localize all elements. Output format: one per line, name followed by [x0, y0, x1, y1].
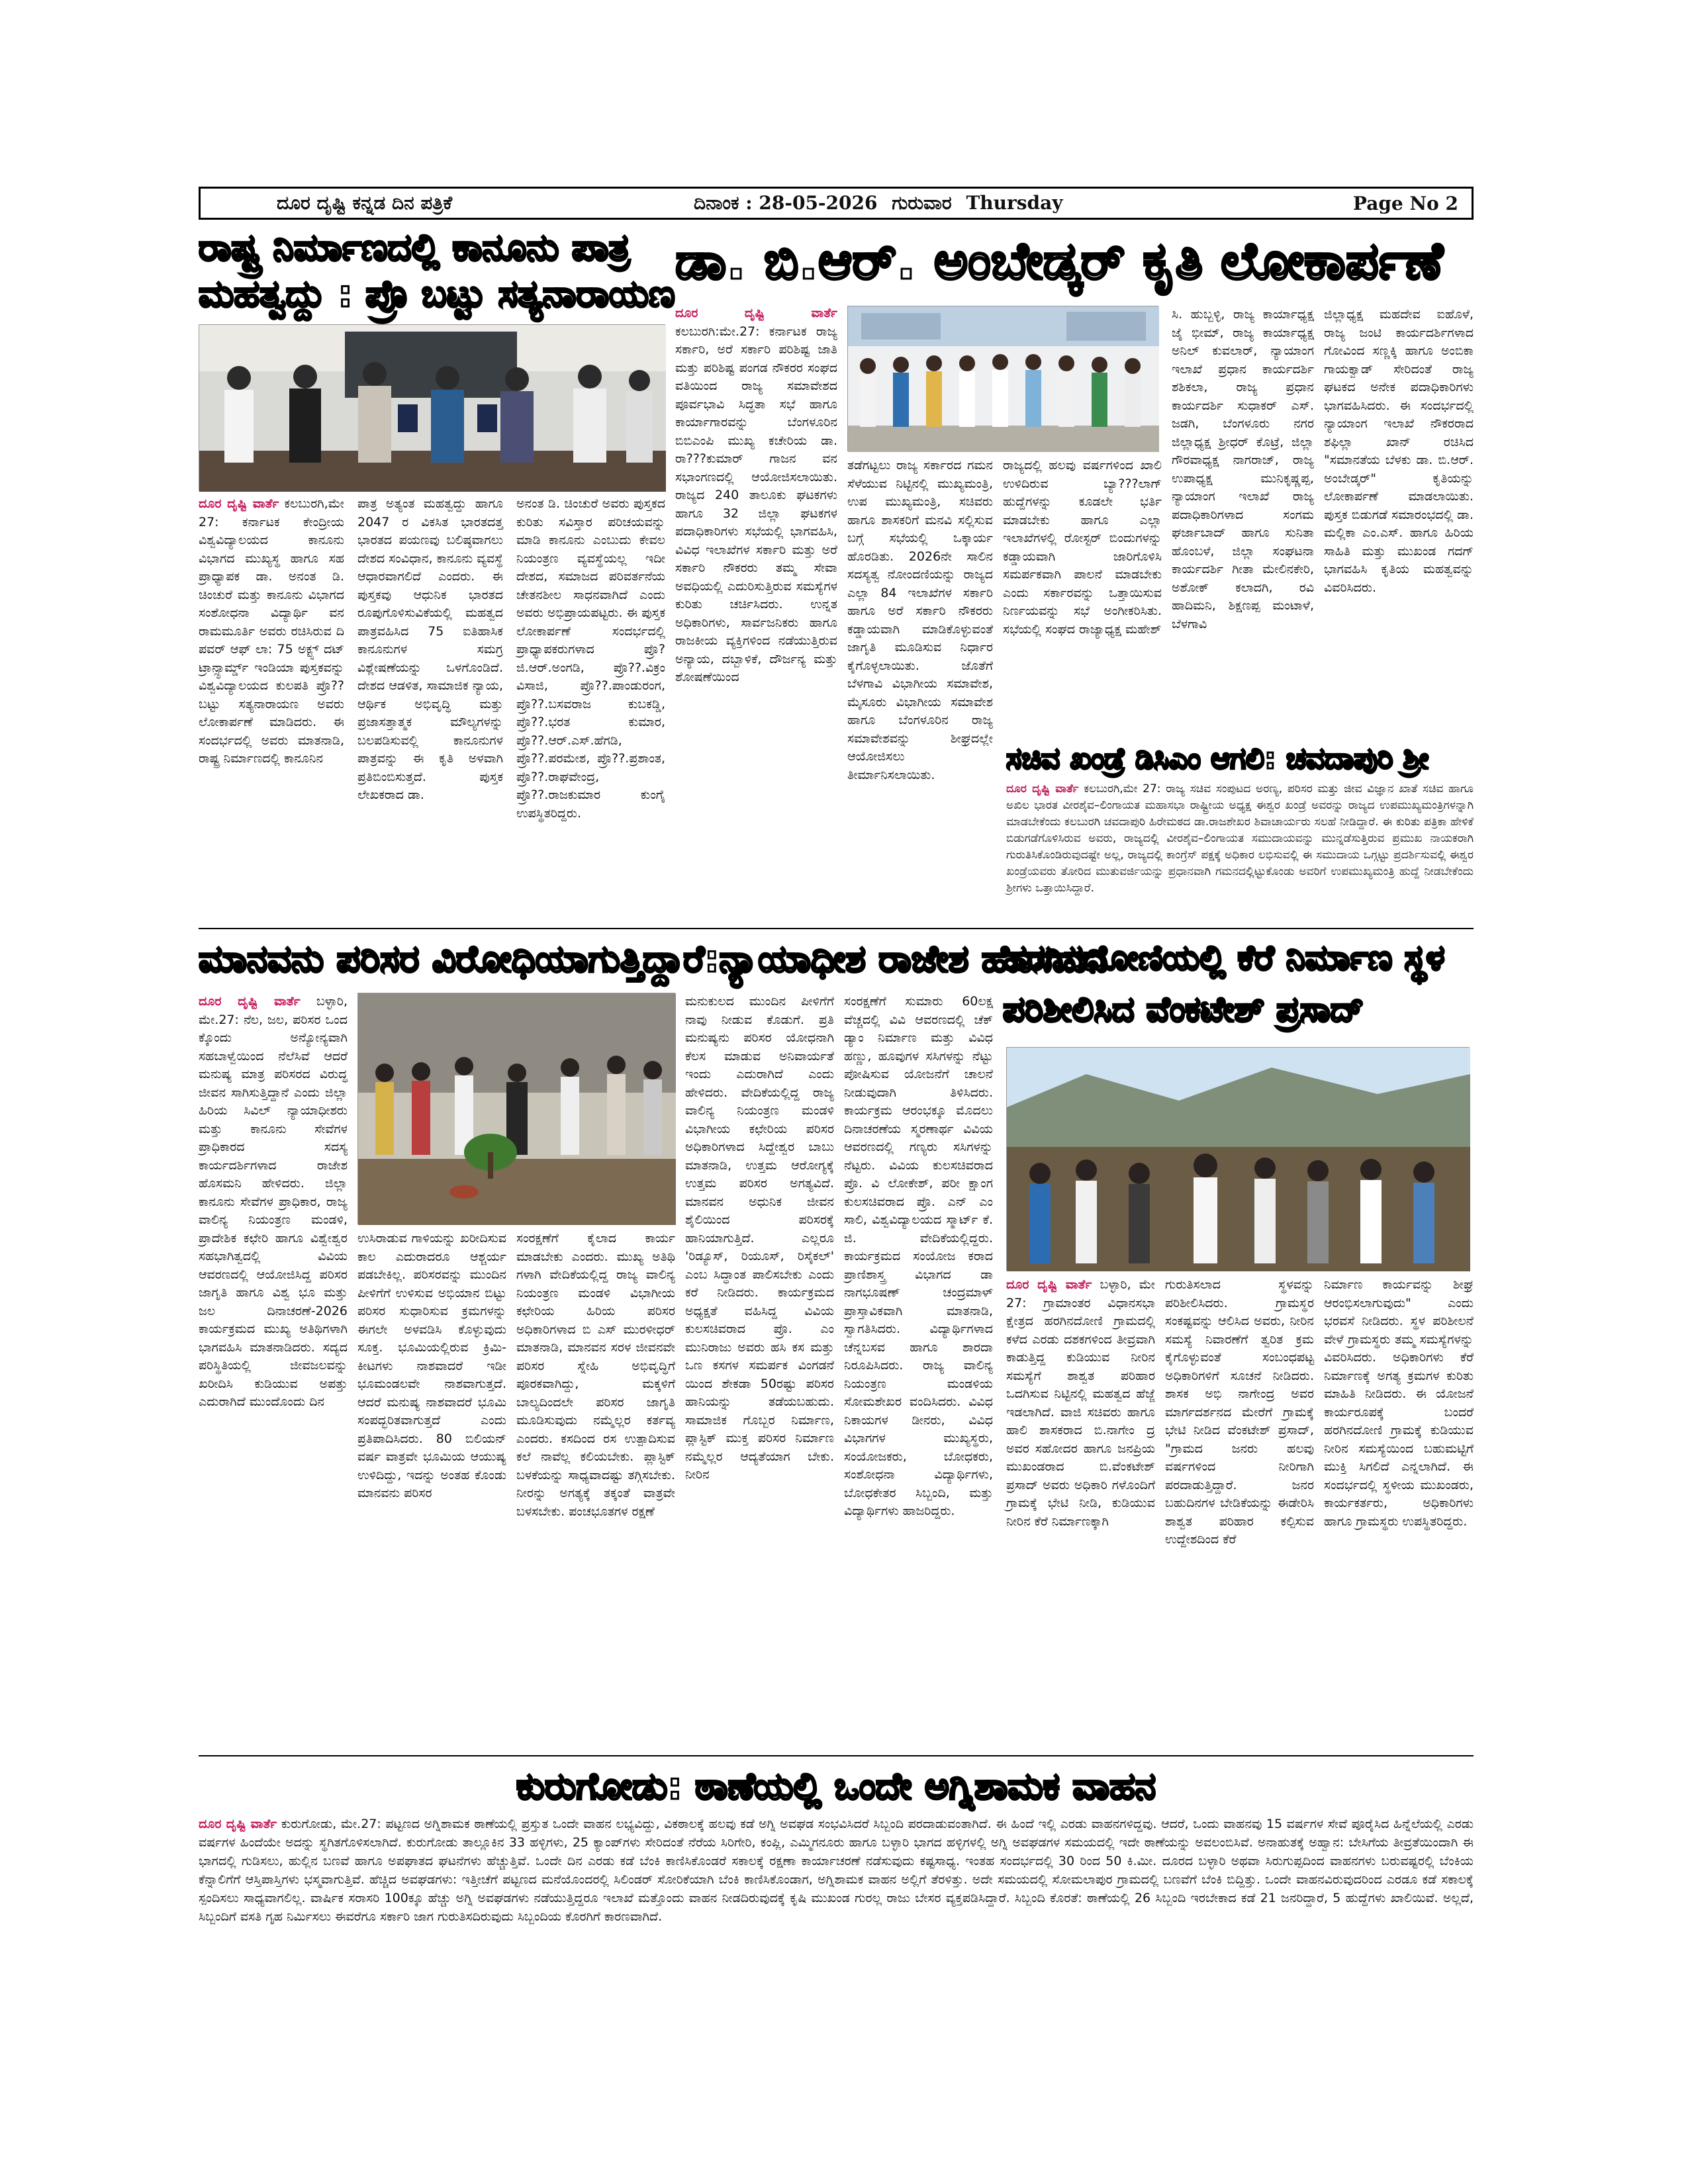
book-release-photo-icon	[199, 325, 666, 492]
article4-dateline: ದೂರ ದೃಷ್ಟಿ ವಾರ್ತೆ	[199, 994, 301, 1009]
article5-headline-line2: ಪರಿಶೀಲಿಸಿದ ವೆಂಕಟೇಶ್ ಪ್ರಸಾದ್	[1003, 990, 1364, 1030]
article2-column-1	[675, 304, 837, 917]
weekday-en: Thursday	[966, 192, 1063, 214]
article1-photo	[199, 324, 665, 491]
article2-column-5: ಜಿಲ್ಲಾಧ್ಯಕ್ಷ ಮಹದೇವ ಐಹೊಳೆ, ರಾಜ್ಯ ಜಂಟಿ ಕಾರ್ಯದರ್ಶಿಗಳಾದ ಗೋವಿಂದ ಸಣ್ಣಕ್ಕಿ ಹಾಗೂ ಅಂಬಿಕಾ ಗಾಯಕ್ವಾಡ್ ಸೇರಿದಂತೆ ರಾಜ್ಯ ಘಟಕದ ಅನೇಕ ಪದಾಧಿಕಾರಿಗಳು ಭಾಗವಹಿಸಿದರು. ಈ ಸಂದರ್ಭದಲ್ಲಿ ನ್ಯಾಯಾಂಗ ಇಲಾಖೆ ನೌಕರರಾದ ಶಫಿಲ್ಲಾ ಖಾನ್ ರಚಿಸಿದ "ಸಮಾನತೆಯ ಬೆಳಕು ಡಾ. ಬಿ.ಆರ್. ಅಂಬೇಡ್ಕರ್" ಕೃತಿಯನ್ನು ಲೋಕಾರ್ಪಣೆ ಮಾಡಲಾಯಿತು. ಪುಸ್ತಕ ಬಿಡುಗಡೆ ಸಮಾರಂಭದಲ್ಲಿ ಡಾ. ಮಲ್ಲಿಕಾ ಎಂ.ಎಸ್. ಹಾಗೂ ಹಿರಿಯ ಸಾಹಿತಿ ಮತ್ತು ಮುಖಂಡ ಗದಗ್ ಭಾಗವಹಿಸಿ ಕೃತಿಯ ಮಹತ್ವವನ್ನು ವಿವರಿಸಿದರು.	[1324, 307, 1474, 595]
site-inspection-photo-icon	[1007, 1048, 1470, 1271]
article6-dateline: ದೂರ ದೃಷ್ಟಿ ವಾರ್ತೆ	[199, 1817, 277, 1831]
article2-headline: ಡಾ. ಬಿ.ಆರ್. ಅಂಬೇಡ್ಕರ್ ಕೃತಿ ಲೋಕಾರ್ಪಣೆ	[675, 232, 1443, 291]
article5-headline-line1: ಹರಗಿನದೋಣಿಯಲ್ಲಿ ಕೆರೆ ನಿರ್ಮಾಣ ಸ್ಥಳ	[1003, 938, 1445, 978]
article1-column-3: ಅನಂತ ಡಿ. ಚಿಂಚುರೆ ಅವರು ಪುಸ್ತಕದ ಕುರಿತು ಸವಿಸ್ತಾರ ಪರಿಚಯವನ್ನು ಮಾಡಿ ಕಾನೂನು ಎಂಬುದು ಕೇವಲ ನಿಯಂತ್ರಣ ವ್ಯವಸ್ಥೆಯಲ್ಲ ಇದೀ ದೇಶದ, ಸಮಾಜದ ಪರಿವರ್ತನೆಯ ಚೇತನಶೀಲ ಸಾಧನವಾಗಿದೆ ಎಂದು ಅವರು ಅಭಿಪ್ರಾಯಪಟ್ಟರು. ಈ ಪುಸ್ತಕ ಲೋಕಾರ್ಪಣೆ ಸಂದರ್ಭದಲ್ಲಿ ಪ್ರಾಧ್ಯಾಪಕರುಗಳಾದ ಪ್ರೊ?ಜಿ.ಆರ್.ಅಂಗಡಿ, ಪ್ರೊ??.ವಿಕ್ರಂ ವಿಸಾಜಿ, ಪ್ರೊ??.ಪಾಂಡುರಂಗ, ಪ್ರೊ??.ಬಸವರಾಜ ಕುಬಕಡ್ಡಿ, ಪ್ರೊ??.ಭರತ ಕುಮಾರ, ಪ್ರೊ??.ಆರ್.ಎಸ್.ಹೆಗಡಿ, ಪ್ರೊ??.ಪರಮೇಶ, ಪ್ರೊ??.ಪ್ರಶಾಂತ, ಪ್ರೊ??.ರಾಘವೇಂದ್ರ, ಪ್ರೊ??.ರಾಜಕುಮಾರ ಕುಂಗೈ ಉಪಸ್ಥಿತರಿದ್ದರು.	[516, 496, 665, 821]
article3-dateline: ದೂರ ದೃಷ್ಟಿ ವಾರ್ತೆ	[1006, 782, 1079, 796]
article4-column-2: ಉಸಿರಾಡುವ ಗಾಳಿಯನ್ನು ಖರೀದಿಸುವ ಕಾಲ ಎದುರಾದರೂ ಆಶ್ಚರ್ಯ ಪಡಬೇಕಿಲ್ಲ. ಪರಿಸರವನ್ನು ಮುಂದಿನ ಪೀಳಿಗೆಗೆ ಉಳಿಸುವ ಅಭಿಯಾನ ಬಿಟ್ಟು ಪರಿಸರ ಸುಧಾರಿಸುವ ಕ್ರಮಗಳನ್ನು ಈಗಲೇ ಅಳವಡಿಸಿ ಕೊಳ್ಳುವುದು ಸೂಕ್ತ. ಭೂಮಿಯಲ್ಲಿರುವ ಕ್ರಿಮಿ-ಕೀಟಗಳು ನಾಶವಾದರೆ ಇಡೀ ಭೂಮಂಡಲವೇ ನಾಶವಾಗುತ್ತದೆ. ಆದರೆ ಮನುಷ್ಯ ನಾಶವಾದರೆ ಭೂಮಿ ಸಂಪದ್ಭರಿತವಾಗುತ್ತದೆ ಎಂದು ಪ್ರತಿಪಾದಿಸಿದರು. 80 ಬಿಲಿಯನ್ ವರ್ಷ ವಾತ್ರವೇ ಭೂಮಿಯ ಆಯುಷ್ಯ ಉಳಿದಿದ್ದು, ಇದನ್ನು ಅಂತಹ ಕೊಂಡು ಮಾನವನು ಪರಿಸರ	[357, 1231, 506, 1500]
article3-body	[1006, 781, 1474, 921]
paper-name: ದೂರ ದೃಷ್ಟಿ ಕನ್ನಡ ದಿನ ಪತ್ರಿಕೆ	[277, 192, 453, 214]
article5-column-1	[1006, 1276, 1155, 1752]
article1-column-1	[199, 495, 344, 920]
article5-dateline: ದೂರ ದೃಷ್ಟಿ ವಾರ್ತೆ	[1006, 1277, 1092, 1292]
issue-date	[694, 192, 1063, 214]
article1-body	[199, 495, 665, 920]
article3-text: ಕಲಬುರಗಿ,ಮೇ 27: ರಾಜ್ಯ ಸಚಿವ ಸಂಪುಟದ ಅರಣ್ಯ, ಪರಿಸರ ಮತ್ತು ಜೀವ ವಿಜ್ಞಾನ ಖಾತೆ ಸಚಿವ ಹಾಗೂ ಅಖಿಲ ಭಾರತ ವೀರಶೈವ–ಲಿಂಗಾಯತ ಮಹಾಸಭಾ ರಾಷ್ಟ್ರೀಯ ಅಧ್ಯಕ್ಷ ಈಶ್ವರ ಖಂಡ್ರೆ ಅವರನ್ನು ರಾಜ್ಯದ ಉಪಮುಖ್ಯಮಂತ್ರಿಗಳನ್ನಾಗಿ ಮಾಡಬೇಕೆಂದು ಕಲಬುರಗಿ ಚವದಾಪುರಿ ಹಿರೇಮಠದ ಡಾ.ರಾಜಶೇಖರ ಶಿವಾಚಾರ್ಯರು ಸಲಹೆ ನೀಡಿದ್ದಾರೆ. ಈ ಕುರಿತು ಪತ್ರಿಕಾ ಹೇಳಿಕೆ ಬಿಡುಗಡೆಗೊಳಿಸಿರುವ ಅವರು, ರಾಜ್ಯದಲ್ಲಿ ವೀರಶೈವ–ಲಿಂಗಾಯತ ಸಮುದಾಯವನ್ನು ಮುನ್ನಡೆಸುತ್ತಿರುವ ಪ್ರಮುಖ ನಾಯಕರಾಗಿ ಗುರುತಿಸಿಕೊಂಡಿರುವುದಷ್ಟೇ ಅಲ್ಲ, ರಾಜ್ಯದಲ್ಲಿ ಕಾಂಗ್ರೆಸ್ ಪಕ್ಷಕ್ಕೆ ಅಧಿಕಾರ ಲಭಿಸುವಲ್ಲಿ ಈ ಸಮುದಾಯ ಒಗ್ಗಟ್ಟು ಪ್ರದರ್ಶಿಸುವಲ್ಲಿ ಈಶ್ವರ ಖಂಡ್ರೆಯವರು ತೋರಿದ ಮುತುವರ್ಜಿಯನ್ನು ಪ್ರಧಾನವಾಗಿ ಗಮನದಲ್ಲಿಟ್ಟುಕೊಂಡು ಅವರಿಗೆ ಉಪಮುಖ್ಯಮಂತ್ರಿ ಹುದ್ದೆ ನೀಡಬೇಕೆಂದು ಶ್ರೀಗಳು ಒತ್ತಾಯಿಸಿದ್ದಾರೆ.	[1006, 782, 1474, 895]
article6-headline: ಕುರುಗೋಡು: ಠಾಣೆಯಲ್ಲಿ ಒಂದೇ ಅಗ್ನಿಶಾಮಕ ವಾಹನ	[516, 1765, 1156, 1808]
article2-column-1-wrap	[675, 304, 837, 920]
group-book-release-photo-icon	[848, 306, 1159, 452]
article5-column-2: ಗುರುತಿಸಲಾದ ಸ್ಥಳವನ್ನು ಪರಿಶೀಲಿಸಿದರು. ಗ್ರಾಮಸ್ಥರ ಸಂಕಷ್ಟವನ್ನು ಆಲಿಸಿದ ಅವರು, ನೀರಿನ ಸಮಸ್ಯೆ ನಿವಾರಣೆಗೆ ತ್ವರಿತ ಕ್ರಮ ಕೈಗೊಳ್ಳುವಂತೆ ಸಂಬಂಧಪಟ್ಟ ಅಧಿಕಾರಿಗಳಿಗೆ ಸೂಚನೆ ನೀಡಿದರು. ಶಾಸಕ ಅಭಿ ನಾಗೇಂದ್ರ ಅವರ ಮಾರ್ಗದರ್ಶನದ ಮೇರೆಗೆ ಗ್ರಾಮಕ್ಕೆ ಭೇಟಿ ನೀಡಿದ ವೆಂಕಟೇಶ್ ಪ್ರಸಾದ್, "ಗ್ರಾಮದ ಜನರು ಹಲವು ವರ್ಷಗಳಿಂದ ನೀರಿಗಾಗಿ ಪರದಾಡುತ್ತಿದ್ದಾರೆ. ಜನರ ಬಹುದಿನಗಳ ಬೇಡಿಕೆಯನ್ನು ಈಡೇರಿಸಿ ಶಾಶ್ವತ ಪರಿಹಾರ ಕಲ್ಪಿಸುವ ಉದ್ದೇಶದಿಂದ ಕೆರೆ	[1165, 1277, 1314, 1547]
section-divider-2	[199, 1755, 1474, 1756]
article2-text-1: ಕಲಬುರಗಿ:ಮೇ.27: ಕರ್ನಾಟಕ ರಾಜ್ಯ ಸರ್ಕಾರಿ, ಅರೆ ಸರ್ಕಾರಿ ಪರಿಶಿಷ್ಟ ಜಾತಿ ಮತ್ತು ಪರಿಶಿಷ್ಟ ಪಂಗಡ ನೌಕರರ ಸಂಘದ ವತಿಯಿಂದ ರಾಜ್ಯ ಸಮಾವೇಶದ ಪೂರ್ವಭಾವಿ ಸಿದ್ಧತಾ ಸಭೆ ಹಾಗೂ ಕಾರ್ಯಾಗಾರವನ್ನು ಬೆಂಗಳೂರಿನ ಬಿಬಿಎಂಪಿ ಮುಖ್ಯ ಕಚೇರಿಯ ಡಾ. ರಾ???ಕುಮಾರ್ ಗಾಜನ ವನ ಸಭಾಂಗಣದಲ್ಲಿ ಆಯೋಜಿಸಲಾಯಿತು. ರಾಜ್ಯದ 240 ತಾಲೂಕು ಘಟಕಗಳು ಹಾಗೂ 32 ಜಿಲ್ಲಾ ಘಟಕಗಳ ಪದಾಧಿಕಾರಿಗಳು ಸಭೆಯಲ್ಲಿ ಭಾಗವಹಿಸಿ, ವಿವಿಧ ಇಲಾಖೆಗಳ ಸರ್ಕಾರಿ ಮತ್ತು ಅರೆ ಸರ್ಕಾರಿ ನೌಕರರು ತಮ್ಮ ಸೇವಾ ಅವಧಿಯಲ್ಲಿ ಎದುರಿಸುತ್ತಿರುವ ಸಮಸ್ಯೆಗಳ ಕುರಿತು ಚರ್ಚಿಸಿದರು. ಉನ್ನತ ಅಧಿಕಾರಿಗಳು, ಸಾರ್ವಜನಿಕರು ಹಾಗೂ ರಾಜಕೀಯ ವ್ಯಕ್ತಿಗಳಿಂದ ನಡೆಯುತ್ತಿರುವ ಅನ್ಯಾಯ, ದಬ್ಬಾಳಿಕೆ, ದೌರ್ಜನ್ಯ ಮತ್ತು ಶೋಷಣೆಯಿಂದ	[675, 324, 837, 684]
article1-text-1: ಕಲಬುರಗಿ,ಮೇ 27: ಕರ್ನಾಟಕ ಕೇಂದ್ರೀಯ ವಿಶ್ವವಿದ್ಯಾಲಯದ ಕಾನೂನು ವಿಭಾಗದ ಮುಖ್ಯಸ್ಥ ಹಾಗೂ ಸಹ ಪ್ರಾಧ್ಯಾಪಕ ಡಾ. ಅನಂತ ಡಿ. ಚಿಂಚುರೆ ಮತ್ತು ಕಾನೂನು ವಿಭಾಗದ ಸಂಶೋಧನಾ ವಿದ್ಯಾರ್ಥಿ ವನ ರಾಮಮೂರ್ತಿ ಅವರು ರಚಿಸಿರುವ ದಿ ಪವರ್ ಆಫ್ ಲಾ: 75 ಅಕ್ಟ್ಸ್ ದಟ್ ಟ್ರಾನ್ಸ್ಫಾರ್ಮ್ಡ್ ಇಂಡಿಯಾ ಪುಸ್ತಕವನ್ನು ವಿಶ್ವವಿದ್ಯಾಲಯದ ಕುಲಪತಿ ಪ್ರೊ?? ಬಟ್ಟು ಸತ್ಯನಾರಾಯಣ ಅವರು ಲೋಕಾರ್ಪಣೆ ಮಾಡಿದರು. ಈ ಸಂದರ್ಭದಲ್ಲಿ ಅವರು ಮಾತನಾಡಿ, ರಾಷ್ಟ್ರ ನಿರ್ಮಾಣದಲ್ಲಿ ಕಾನೂನಿನ	[199, 496, 344, 766]
article3-headline: ಸಚಿವ ಖಂಡ್ರೆ ಡಿಸಿಎಂ ಆಗಲಿ: ಚವದಾಪುರಿ ಶ್ರೀ	[1006, 742, 1429, 776]
page-header	[199, 187, 1474, 220]
article4-column-5: ಸಂರಕ್ಷಣೆಗೆ ಸುಮಾರು 60ಲಕ್ಷ ವೆಚ್ಚದಲ್ಲಿ ವಿವಿ ಆವರಣದಲ್ಲಿ ಚೆಕ್ ಡ್ಯಾಂ ನಿರ್ಮಾಣ ಮತ್ತು ವಿವಿಧ ಹಣ್ಣು, ಹೂವುಗಳ ಸಸಿಗಳನ್ನು ನೆಟ್ಟು ಪೋಷಿಸುವ ಯೋಜನೆಗೆ ಚಾಲನೆ ನೀಡುವುದಾಗಿ ತಿಳಿಸಿದರು. ಕಾರ್ಯಕ್ರಮ ಆರಂಭಕ್ಕೂ ಮೊದಲು ದಿನಾಚರಣೆಯ ಸ್ಮರಣಾರ್ಥ ವಿವಿಯ ಆವರಣದಲ್ಲಿ ಗಣ್ಯರು ಸಸಿಗಳನ್ನು ನೆಟ್ಟರು. ವಿವಿಯ ಕುಲಸಚಿವರಾದ ಪ್ರೊ. ವಿ ಲೋಕೇಶ್, ಪರೀ ಕ್ಷಾಂಗ ಕುಲಸಚಿವರಾದ ಪ್ರೊ. ಎನ್ ಎಂ ಸಾಲಿ, ವಿಶ್ವವಿದ್ಯಾಲಯದ ಸ್ಮಾರ್ಟ್ ಕೆ. ಜಿ. ವೇದಿಕೆಯಲ್ಲಿದ್ದರು. ಕಾರ್ಯಕ್ರಮದ ಸಂಯೋಜ ಕರಾದ ಪ್ರಾಣಿಶಾಸ್ತ್ರ ವಿಭಾಗದ ಡಾ ನಾಗಭೂಷಣ್ ಚಂದ್ರಮಾಳ್ ಪ್ರಾಸ್ತಾವಿಕವಾಗಿ ಮಾತನಾಡಿ, ಸ್ವಾಗತಿಸಿದರು. ವಿದ್ಯಾರ್ಥಿಗಳಾದ ಚೆನ್ನಬಸವ ಹಾಗೂ ಶಾರದಾ ನಿರೂಪಿಸಿದರು. ರಾಜ್ಯ ವಾಲಿನ್ಯ ನಿಯಂತ್ರಣ ಮಂಡಳಿಯ ಸೋಮಶೇಖರ ವಂದಿಸಿದರು. ವಿವಿಧ ನಿಕಾಯಗಳ ಡೀನರು, ವಿವಿಧ ವಿಭಾಗಗಳ ಮುಖ್ಯಸ್ಥರು, ಸಂಯೋಜಕರು, ಬೋಧಕರು, ಸಂಶೋಧನಾ ವಿದ್ಯಾರ್ಥಿಗಳು, ಬೋಧಕೇತರ ಸಿಬ್ಬಂದಿ, ಮತ್ತು ವಿದ್ಯಾರ್ಥಿಗಳು ಹಾಜರಿದ್ದರು.	[844, 994, 993, 1518]
article4-headline: ಮಾನವನು ಪರಿಸರ ವಿರೋಧಿಯಾಗುತ್ತಿದ್ದಾರೆ:ನ್ಯಾಯಾಧೀಶ ರಾಜೇಶ ಹೊಸಮನಿ	[199, 938, 1108, 981]
article5-text-1: ಬಳ್ಳಾರಿ, ಮೇ 27: ಗ್ರಾಮಾಂತರ ವಿಧಾನಸಭಾ ಕ್ಷೇತ್ರದ ಹರಗಿನದೋಣಿ ಗ್ರಾಮದಲ್ಲಿ ಕಳೆದ ಎರಡು ದಶಕಗಳಿಂದ ತೀವ್ರವಾಗಿ ಕಾಡುತ್ತಿದ್ದ ಕುಡಿಯುವ ನೀರಿನ ಸಮಸ್ಯೆಗೆ ಶಾಶ್ವತ ಪರಿಹಾರ ಒದಗಿಸುವ ನಿಟ್ಟಿನಲ್ಲಿ ಮಹತ್ವದ ಹೆಜ್ಜೆ ಇಡಲಾಗಿದೆ. ವಾಜಿ ಸಚಿವರು ಹಾಗೂ ಹಾಲಿ ಶಾಸಕರಾದ ಬಿ.ನಾಗೇಂ ದ್ರ ಅವರ ಸಹೋದರ ಹಾಗೂ ಜನಪ್ರಿಯ ಮುಖಂಡರಾದ ಬಿ.ವೆಂಕಟೇಶ್ ಪ್ರಸಾದ್ ಅವರು ಅಧಿಕಾರಿ ಗಳೊಂದಿಗೆ ಗ್ರಾಮಕ್ಕೆ ಭೇಟಿ ನೀಡಿ, ಕುಡಿಯುವ ನೀರಿನ ಕೆರೆ ನಿರ್ಮಾಣಕ್ಕಾಗಿ	[1006, 1277, 1155, 1529]
article4-text-1: ಬಳ್ಳಾರಿ, ಮೇ.27: ನೆಲ, ಜಲ, ಪರಿಸರ ಒಂದ ಕ್ಕೊಂದು ಅನ್ಯೋನ್ಯವಾಗಿ ಸಹಬಾಳ್ವೆಯಿಂದ ನೆಲೆಸಿವೆ ಆದರೆ ಮನುಷ್ಯ ಮಾತ್ರ ಪರಿಸರದ ವಿರುದ್ಧ ಜೀವನ ಸಾಗಿಸುತ್ತಿದ್ದಾನೆ ಎಂದು ಜಿಲ್ಲಾ ಹಿರಿಯ ಸಿವಿಲ್ ನ್ಯಾಯಾಧೀಶರು ಮತ್ತು ಕಾನೂನು ಸೇವೆಗಳ ಪ್ರಾಧಿಕಾರದ ಸದಸ್ಯ ಕಾರ್ಯದರ್ಶಿಗಳಾದ ರಾಜೇಶ ಹೊಸಮನಿ ಹೇಳಿದರು. ಜಿಲ್ಲಾ ಕಾನೂನು ಸೇವೆಗಳ ಪ್ರಾಧಿಕಾರ, ರಾಜ್ಯ ವಾಲಿನ್ಯ ನಿಯಂತ್ರಣ ಮಂಡಳಿ, ಪ್ರಾದೇಶಿಕ ಕಛೇರಿ ಹಾಗೂ ವಿಶ್ವೇಶ್ವರ ಸಹಭಾಗಿತ್ವದಲ್ಲಿ ವಿವಿಯ ಆವರಣದಲ್ಲಿ ಆಯೋಜಿಸಿದ್ದ ಪರಿಸರ ಜಾಗೃತಿ ಹಾಗೂ ವಿಶ್ವ ಭೂ ಮತ್ತು ಜಲ ದಿನಾಚರಣೆ-2026 ಕಾರ್ಯಕ್ರಮದ ಮುಖ್ಯ ಅತಿಥಿಗಳಾಗಿ ಭಾಗವಹಿಸಿ ಮಾತನಾಡಿದರು. ಸದ್ಯದ ಪರಿಸ್ಥಿತಿಯಲ್ಲಿ ಜೀವಜಲವನ್ನು ಖರೀದಿಸಿ ಕುಡಿಯುವ ಅಪತ್ತು ಎದುರಾಗಿದೆ ಮುಂದೊಂದು ದಿನ	[199, 994, 348, 1409]
article4-column-1	[199, 993, 348, 1741]
date-label: ದಿನಾಂಕ : 28-05-2026	[694, 192, 878, 214]
section-divider	[199, 928, 1474, 929]
article1-dateline: ದೂರ ದೃಷ್ಟಿ ವಾರ್ತೆ	[199, 496, 279, 511]
page-number: Page No 2	[1352, 192, 1458, 214]
article5-photo	[1006, 1047, 1470, 1271]
tree-planting-photo-icon	[358, 993, 676, 1225]
article6-text: ಕುರುಗೋಡು, ಮೇ.27: ಪಟ್ಟಣದ ಅಗ್ನಿಶಾಮಕ ಠಾಣೆಯಲ್ಲಿ ಪ್ರಸ್ತುತ ಒಂದೇ ವಾಹನ ಲಭ್ಯವಿದ್ದು, ವಿಕಠಾಲಕ್ಕೆ ಹಲವು ಕಡೆ ಅಗ್ನಿ ಅವಘಡ ಸಂಭವಿಸಿದರೆ ಸಿಬ್ಬಂದಿ ಪರದಾಡುವಂತಾಗಿದೆ. ಈ ಹಿಂದೆ ಇಲ್ಲಿ ಎರಡು ವಾಹನಗಳಿದ್ದವು. ಆದರೆ, ಒಂದು ವಾಹನವು 15 ವರ್ಷಗಳ ಸೇವೆ ಪೂರೈಸಿದ ಹಿನ್ನೆಲೆಯಲ್ಲಿ ಎರಡು ವರ್ಷಗಳ ಹಿಂದೆಯೇ ಅದನ್ನು ಸ್ಥಗಿತಗೊಳಿಸಲಾಗಿದೆ. ಕುರುಗೋಡು ತಾಲ್ಲೂಕಿನ 33 ಹಳ್ಳಿಗಳು, 25 ಕ್ಯಾಂಪ್‌ಗಳು ಸೇರಿದಂತೆ ನೆರೆಯ ಸಿರಿಗೇರಿ, ಕಂಪ್ಲಿ, ಎಮ್ಮಿಗನೂರು ಹಾಗೂ ಬಳ್ಳಾರಿ ಭಾಗದ ಹಳ್ಳಿಗಳಲ್ಲಿ ಅಗ್ನಿ ಅವಘಡಗಳ ಸಮಯದಲ್ಲಿ ಇದೇ ಠಾಣೆಯನ್ನು ಅವಲಂಬಿಸಿವೆ. ಅನಾಹುತಕ್ಕೆ ಅಹ್ವಾನ: ಬೇಸಿಗೆಯ ತೀವ್ರತೆಯಿಂದಾಗಿ ಈ ಭಾಗದಲ್ಲಿ ಗುಡಿಸಲು, ಹುಲ್ಲಿನ ಬಣವೆ ಹಾಗೂ ಅಪಘಾತದ ಘಟನೆಗಳು ಹೆಚ್ಚುತ್ತಿವೆ. ಒಂದೇ ದಿನ ಎರಡು ಕಡೆ ಬೆಂಕಿ ಕಾಣಿಸಿಕೊಂಡರೆ ಸಕಾಲಕ್ಕೆ ರಕ್ಷಣಾ ಕಾರ್ಯಾಚರಣೆ ನಡೆಸುವುದು ಕಷ್ಟಸಾಧ್ಯ. ಇಂತಹ ಸಂದರ್ಭದಲ್ಲಿ 30 ರಿಂದ 50 ಕಿ.ಮೀ. ದೂರದ ಬಳ್ಳಾರಿ ಅಥವಾ ಸಿರುಗುಪ್ಪದಿಂದ ವಾಹನಗಳು ಬರುವಷ್ಟರಲ್ಲಿ ಬೆಂಕಿಯ ಕೆನ್ನಾಲಿಗೆಗೆ ಆಸ್ತಿಪಾಸ್ತಿಗಳು ಭಸ್ಮವಾಗುತ್ತಿವೆ. ಹೆಚ್ಚಿದ ಅವಘಡಗಳು: ಇತ್ತೀಚೆಗೆ ಪಟ್ಟಣದ ಮನೆಯೊಂದರಲ್ಲಿ ಸಿಲಿಂಡರ್ ಸೋರಿಕೆಯಾಗಿ ಬೆಂಕಿ ಕಾಣಿಸಿಕೊಂಡಾಗ, ಅಗ್ನಿಶಾಮಕ ವಾಹನ ಅಲ್ಲಿಗೆ ತೆರಳಿತ್ತು. ಅದೇ ಸಮಯದಲ್ಲಿ ಸೋಮಲಾಪುರ ಗ್ರಾಮದಲ್ಲಿ ಬಣವೆಗೆ ಬೆಂಕಿ ಬಿದ್ದಿತ್ತು. ಒಂದೇ ವಾಹನವಿರುವುದರಿಂದ ಎರಡೂ ಕಡೆ ಸಕಾಲಕ್ಕೆ ಸ್ಪಂದಿಸಲು ಸಾಧ್ಯವಾಗಲಿಲ್ಲ. ವಾರ್ಷಿಕ ಸರಾಸರಿ 100ಕ್ಕೂ ಹೆಚ್ಚು ಅಗ್ನಿ ಅವಘಡಗಳು ನಡೆಯುತ್ತಿದ್ದರೂ ಇಲಾಖೆ ಮತ್ತೊಂದು ವಾಹನ ನೀಡದಿರುವುದಕ್ಕೆ ಕೃಷಿ ಮುಖಂಡ ಗುರಲ್ಲ ರಾಜು ಬೇಸರ ವ್ಯಕ್ತಪಡಿಸಿದ್ದಾರೆ. ಸಿಬ್ಬಂದಿ ಕೊರತೆ: ಠಾಣೆಯಲ್ಲಿ 26 ಸಿಬ್ಬಂದಿ ಇರಬೇಕಾದ ಕಡೆ 21 ಜನರಿದ್ದಾರೆ, 5 ಹುದ್ದೆಗಳು ಖಾಲಿಯಿವೆ. ಅಲ್ಲದೆ, ಸಿಬ್ಬಂದಿಗೆ ವಸತಿ ಗೃಹ ನಿರ್ಮಿಸಲು ಈವರೆಗೂ ಸರ್ಕಾರಿ ಜಾಗ ಗುರುತಿಸದಿರುವುದು ಸಿಬ್ಬಂದಿಯ ಕೊರಗಿಗೆ ಕಾರಣವಾಗಿದೆ.	[199, 1817, 1474, 1924]
article2-column-3: ರಾಜ್ಯದಲ್ಲಿ ಹಲವು ವರ್ಷಗಳಿಂದ ಖಾಲಿ ಉಳಿದಿರುವ ಬ್ಯಾ???ಲಾಗ್ ಹುದ್ದೆಗಳನ್ನು ಕೂಡಲೇ ಭರ್ತಿ ಮಾಡಬೇಕು ಹಾಗೂ ಎಲ್ಲಾ ಇಲಾಖೆಗಳಲ್ಲಿ ರೋಸ್ಟರ್ ಬಿಂದುಗಳನ್ನು ಕಡ್ಡಾಯವಾಗಿ ಜಾರಿಗೊಳಿಸಿ ಸಮರ್ಪಕವಾಗಿ ಪಾಲನೆ ಮಾಡಬೇಕು ಎಂದು ಸರ್ಕಾರವನ್ನು ಒತ್ತಾಯಿಸುವ ನಿರ್ಣಯವನ್ನು ಸಭೆ ಅಂಗೀಕರಿಸಿತು. ಸಭೆಯಲ್ಲಿ ಸಂಘದ ರಾಜ್ಯಾಧ್ಯಕ್ಷ ಮಹೇಶ್	[1003, 458, 1162, 637]
article1-headline-line1: ರಾಷ್ಟ್ರ ನಿರ್ಮಾಣದಲ್ಲಿ ಕಾನೂನು ಪಾತ್ರ	[199, 226, 630, 269]
article2-column-4: ಸಿ. ಹುಬ್ಬಳ್ಳಿ, ರಾಜ್ಯ ಕಾರ್ಯಾಧ್ಯಕ್ಷ ಜೈ ಭೀಮ್, ರಾಜ್ಯ ಕಾರ್ಯಾಧ್ಯಕ್ಷ ಅನಿಲ್ ಕುವಲಾರ್, ನ್ಯಾಯಾಂಗ ಇಲಾಖೆ ಪ್ರಧಾನ ಕಾರ್ಯದರ್ಶಿ ಶಶಿಕಲಾ, ರಾಜ್ಯ ಪ್ರಧಾನ ಕಾರ್ಯದರ್ಶಿ ಸುಧಾಕರ್ ಎಸ್. ಜಡಗಿ, ಬೆಂಗಳೂರು ನಗರ ಜಿಲ್ಲಾಧ್ಯಕ್ಷ ಶ್ರೀಧರ್ ಕೊಟ್ರೆ, ಜಿಲ್ಲಾ ಗೌರವಾಧ್ಯಕ್ಷ ನಾಗರಾಜ್, ರಾಜ್ಯ ಉಪಾಧ್ಯಕ್ಷ ಮುನಿಕೃಷ್ಣಪ್ಪ, ನ್ಯಾಯಾಂಗ ಇಲಾಖೆ ರಾಜ್ಯ ಪದಾಧಿಕಾರಿಗಳಾದ ಸಂಗಮ ಘರ್ಜಾಬಾದ್ ಹಾಗೂ ಸುನಿತಾ ಹೊಂಬಳೆ, ಜಿಲ್ಲಾ ಸಂಘಟನಾ ಕಾರ್ಯದರ್ಶಿ ಗೀತಾ ಮೇಲಿನಕೇರಿ, ಅಶೋಕ್ ಕಲಾದಗಿ, ರವಿ ಹಾದಿಮನಿ, ಶಿಕ್ಷಣಪ್ಪ ಮಂಟಾಳೆ, ಬೆಳಗಾವಿ	[1172, 307, 1314, 631]
article1-column-2: ಪಾತ್ರ ಅತ್ಯಂತ ಮಹತ್ವದ್ದು ಹಾಗೂ 2047 ರ ವಿಕಸಿತ ಭಾರತದತ್ತ ಭಾರತದ ಪಯಣವು ಬಲಿಷ್ಠವಾಗಲು ದೇಶದ ಸಂವಿಧಾನ, ಕಾನೂನು ವ್ಯವಸ್ಥೆ ಆಧಾರವಾಗಲಿದೆ ಎಂದರು. ಈ ಪುಸ್ತಕವು ಆಧುನಿಕ ಭಾರತದ ರೂಪುಗೊಳಿಸುವಿಕೆಯಲ್ಲಿ ಮಹತ್ವದ ಪಾತ್ರವಹಿಸಿದ 75 ಐತಿಹಾಸಿಕ ಕಾನೂನುಗಳ ಸಮಗ್ರ ವಿಶ್ಲೇಷಣೆಯನ್ನು ಒಳಗೊಂಡಿದೆ. ದೇಶದ ಆಡಳಿತ, ಸಾಮಾಜಿಕ ನ್ಯಾಯ, ಆರ್ಥಿಕ ಅಭಿವೃದ್ಧಿ ಮತ್ತು ಪ್ರಜಾಸತ್ತಾತ್ಮಕ ಮೌಲ್ಯಗಳನ್ನು ಬಲಪಡಿಸುವಲ್ಲಿ ಕಾನೂನುಗಳ ಪಾತ್ರವನ್ನು ಈ ಕೃತಿ ಅಳವಾಗಿ ಪ್ರತಿಬಿಂಬಿಸುತ್ತದೆ. ಪುಸ್ತಕ ಲೇಖಕರಾದ ಡಾ.	[357, 496, 503, 802]
weekday-kn: ಗುರುವಾರ	[892, 192, 952, 214]
article2-photo	[847, 306, 1158, 451]
article5-column-3: ನಿರ್ಮಾಣ ಕಾರ್ಯವನ್ನು ಶೀಘ್ರ ಆರಂಭಿಸಲಾಗುವುದು" ಎಂದು ಭರವಸೆ ನೀಡಿದರು. ಸ್ಥಳ ಪರಿಶೀಲನೆ ವೇಳೆ ಗ್ರಾಮಸ್ಥರು ತಮ್ಮ ಸಮಸ್ಯೆಗಳನ್ನು ವಿವರಿಸಿದರು. ಅಧಿಕಾರಿಗಳು ಕೆರೆ ನಿರ್ಮಾಣಕ್ಕೆ ಅಗತ್ಯ ಕ್ರಮಗಳ ಕುರಿತು ಮಾಹಿತಿ ನೀಡಿದರು. ಈ ಯೋಜನೆ ಕಾರ್ಯರೂಪಕ್ಕೆ ಬಂದರೆ ಹರಗಿನದೋಣಿ ಗ್ರಾಮಕ್ಕೆ ಕುಡಿಯುವ ನೀರಿನ ಸಮಸ್ಯೆಯಿಂದ ಬಹುಮಟ್ಟಿಗೆ ಮುಕ್ತಿ ಸಿಗಲಿದೆ ಎನ್ನಲಾಗಿದೆ. ಈ ಸಂದರ್ಭದಲ್ಲಿ ಸ್ಥಳೀಯ ಮುಖಂಡರು, ಕಾರ್ಯಕರ್ತರು, ಅಧಿಕಾರಿಗಳು ಹಾಗೂ ಗ್ರಾಮಸ್ಥರು ಉಪಸ್ಥಿತರಿದ್ದರು.	[1324, 1277, 1474, 1529]
article4-photo	[357, 993, 675, 1224]
article2-column-2: ತಡೆಗಟ್ಟಲು ರಾಜ್ಯ ಸರ್ಕಾರದ ಗಮನ ಸೆಳೆಯುವ ನಿಟ್ಟಿನಲ್ಲಿ ಮುಖ್ಯಮಂತ್ರಿ, ಉಪ ಮುಖ್ಯಮಂತ್ರಿ, ಸಚಿವರು ಹಾಗೂ ಶಾಸಕರಿಗೆ ಮನವಿ ಸಲ್ಲಿಸುವ ಬಗ್ಗೆ ಸಭೆಯಲ್ಲಿ ಒಕ್ಕಾರ್ಯ ಹೊರಡಿತು. 2026ನೇ ಸಾಲಿನ ಸದಸ್ಯತ್ವ ನೋಂದಣಿಯನ್ನು ರಾಜ್ಯದ ಎಲ್ಲಾ 84 ಇಲಾಖೆಗಳ ಸರ್ಕಾರಿ ಹಾಗೂ ಅರೆ ಸರ್ಕಾರಿ ನೌಕರರು ಕಡ್ಡಾಯವಾಗಿ ಮಾಡಿಕೊಳ್ಳುವಂತೆ ಜಾಗೃತಿ ಮೂಡಿಸುವ ನಿರ್ಧಾರ ಕೈಗೊಳ್ಳಲಾಯಿತು. ಜೊತೆಗೆ ಬೆಳಗಾವಿ ವಿಭಾಗೀಯ ಸಮಾವೇಶ, ಮೈಸೂರು ವಿಭಾಗೀಯ ಸಮಾವೇಶ ಹಾಗೂ ಬೆಂಗಳೂರಿನ ರಾಜ್ಯ ಸಮಾವೇಶವನ್ನು ಶೀಘ್ರದಲ್ಲೇ ಆಯೋಜಿಸಲು ತೀರ್ಮಾನಿಸಲಾಯಿತು.	[847, 458, 993, 782]
article4-column-4: ಮನುಕುಲದ ಮುಂದಿನ ಪೀಳಿಗೆಗೆ ನಾವು ನೀಡುವ ಕೊಡುಗೆ. ಪ್ರತಿ ಮನುಷ್ಯನು ಪರಿಸರ ಯೋಧನಾಗಿ ಕೆಲಸ ಮಾಡುವ ಅನಿವಾರ್ಯತೆ ಇಂದು ಎದುರಾಗಿದೆ ಎಂದು ಹೇಳಿದರು. ವೇದಿಕೆಯಲ್ಲಿದ್ದ ರಾಜ್ಯ ವಾಲಿನ್ಯ ನಿಯಂತ್ರಣ ಮಂಡಳಿ ವಿಭಾಗೀಯ ಕಛೇರಿಯ ಪರಿಸರ ಅಧಿಕಾರಿಗಳಾದ ಸಿದ್ದೇಶ್ವರ ಬಾಬು ಮಾತನಾಡಿ, ಉತ್ತಮ ಆರೋಗ್ಯಕ್ಕೆ ಉತ್ತಮ ಪರಿಸರ ಅಗತ್ಯವಿದೆ. ಮಾನವನ ಅಧುನಿಕ ಜೀವನ ಶೈಲಿಯಿಂದ ಪರಿಸರಕ್ಕೆ ಹಾನಿಯಾಗುತ್ತಿದೆ. ಎಲ್ಲರೂ 'ರಿಡ್ಯೂಸ್, ರಿಯೂಸ್, ರಿಸೈಕಲ್' ಎಂಬ ಸಿದ್ಧಾಂತ ಪಾಲಿಸಬೇಕು ಎಂದು ಕರೆ ನೀಡಿದರು. ಕಾರ್ಯಕ್ರಮದ ಅಧ್ಯಕ್ಷತೆ ವಹಿಸಿದ್ದ ವಿವಿಯ ಕುಲಸಚಿವರಾದ ಪ್ರೊ. ಎಂ ಮುನಿರಾಜು ಅವರು ಹಸಿ ಕಸ ಮತ್ತು ಒಣ ಕಸಗಳ ಸಮರ್ಪಕ ವಿಂಗಡನೆ ಯಿಂದ ಶೇಕಡಾ 50ರಷ್ಟು ಪರಿಸರ ಹಾನಿಯನ್ನು ತಡೆಯಬಹುದು. ಸಾಮಾಜಿಕ ಗೊಬ್ಬರ ನಿರ್ಮಾಣ, ಪ್ಲಾಸ್ಟಿಕ್ ಮುಕ್ತ ಪರಿಸರ ನಿರ್ಮಾಣ ನಮ್ಮೆಲ್ಲರ ಆದ್ಯತೆಯಾಗ ಬೇಕು. ನೀರಿನ	[685, 994, 834, 1482]
article6-body	[199, 1815, 1474, 2013]
article4-column-3: ಸಂರಕ್ಷಣೆಗೆ ಕೈಲಾದ ಕಾರ್ಯ ಮಾಡಬೇಕು ಎಂದರು. ಮುಖ್ಯ ಅತಿಥಿ ಗಳಾಗಿ ವೇದಿಕೆಯಲ್ಲಿದ್ದ ರಾಜ್ಯ ವಾಲಿನ್ಯ ನಿಯಂತ್ರಣ ಮಂಡಳಿ ವಿಭಾಗೀಯ ಕಛೇರಿಯ ಹಿರಿಯ ಪರಿಸರ ಅಧಿಕಾರಿಗಳಾದ ಬಿ ಎಸ್ ಮುರಳೀಧರ್ ಮಾತನಾಡಿ, ಮಾನವನ ಸರಳ ಜೀವನವೇ ಪರಿಸರ ಸ್ನೇಹಿ ಅಭಿವೃದ್ಧಿಗೆ ಪೂರಕವಾಗಿದ್ದು, ಮಕ್ಕಳಿಗೆ ಬಾಲ್ಯದಿಂದಲೇ ಪರಿಸರ ಜಾಗೃತಿ ಮೂಡಿಸುವುದು ನಮ್ಮೆಲ್ಲರ ಕರ್ತವ್ಯ ಎಂದರು. ಕಸದಿಂದ ರಸ ಉತ್ಪಾದಿಸುವ ಕಲೆ ನಾವೆಲ್ಲ ಕಲಿಯಬೇಕು. ಪ್ಲಾಸ್ಟಿಕ್ ಬಳಕೆಯನ್ನು ಸಾಧ್ಯವಾದಷ್ಟು ತಗ್ಗಿಸಬೇಕು. ನೀರನ್ನು ಅಗತ್ಯಕ್ಕೆ ತಕ್ಕಂತೆ ವಾತ್ರವೇ ಬಳಸಬೇಕು. ಪಂಚಭೂತಗಳ ರಕ್ಷಣೆ	[516, 1231, 675, 1519]
article2-dateline: ದೂರ ದೃಷ್ಟಿ ವಾರ್ತೆ	[675, 306, 837, 320]
article1-headline-line2: ಮಹತ್ವದ್ದು : ಪ್ರೊ ಬಟ್ಟು ಸತ್ಯನಾರಾಯಣ	[199, 273, 675, 316]
